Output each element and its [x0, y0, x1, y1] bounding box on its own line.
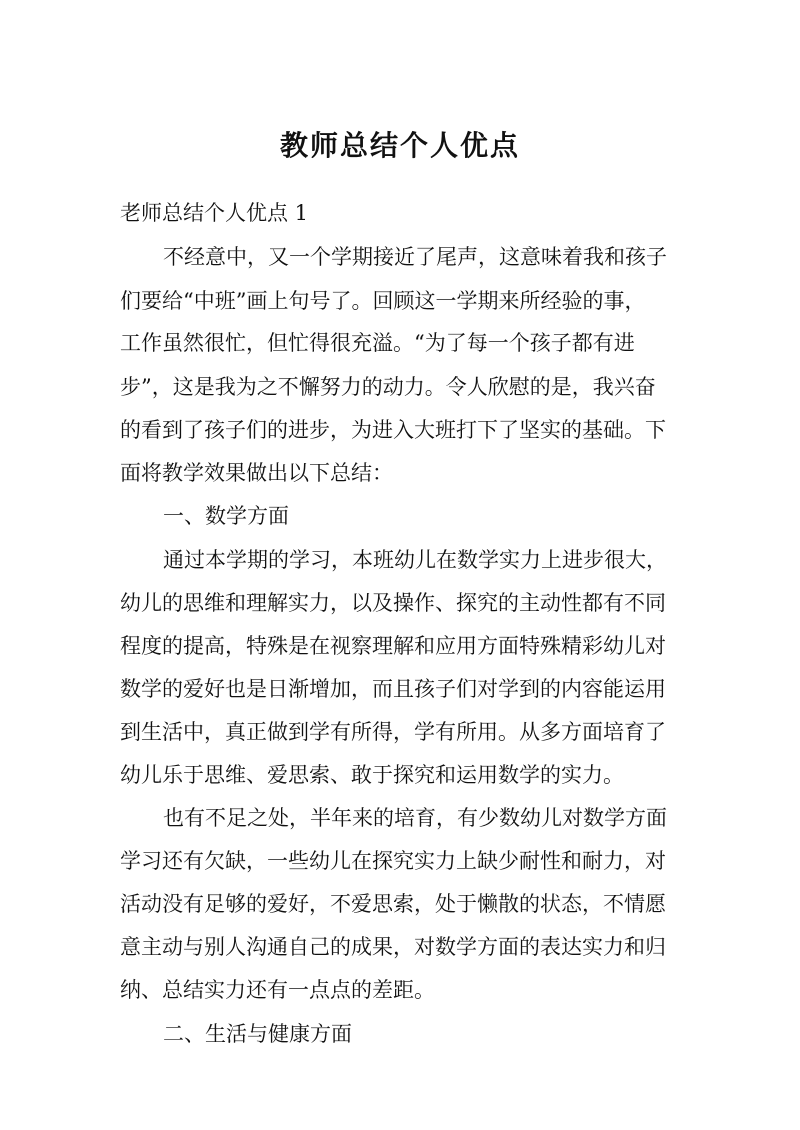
paragraph-line: 数学的爱好也是日渐增加，而且孩子们对学到的内容能运用 [120, 677, 666, 701]
paragraph-line: 的看到了孩子们的进步，为进入大班打下了坚实的基础。下 [120, 418, 666, 442]
section-heading: 一、数学方面 [163, 504, 289, 528]
paragraph-line: 工作虽然很忙，但忙得很充溢。“为了每一个孩子都有进 [120, 331, 635, 355]
document-title: 教师总结个人优点 [279, 129, 520, 162]
paragraph-line: 不经意中，又一个学期接近了尾声，这意味着我和孩子 [163, 245, 667, 269]
paragraph-line: 通过本学期的学习，本班幼儿在数学实力上进步很大， [163, 548, 667, 572]
paragraph-line: 步”，这是我为之不懈努力的动力。令人欣慰的是，我兴奋 [120, 375, 656, 399]
paragraph-line: 意主动与别人沟通自己的成果，对数学方面的表达实力和归 [120, 935, 666, 959]
paragraph-line: 们要给“中班”画上句号了。回顾这一学期来所经验的事， [120, 289, 646, 313]
paragraph-line: 幼儿的思维和理解实力，以及操作、探究的主动性都有不同 [120, 591, 666, 615]
paragraph-line: 也有不足之处，半年来的培育，有少数幼儿对数学方面 [163, 806, 667, 830]
paragraph-line: 到生活中，真正做到学有所得，学有所用。从多方面培育了 [120, 720, 666, 744]
paragraph-line: 纳、总结实力还有一点点的差距。 [120, 978, 435, 1002]
paragraph-line: 程度的提高，特殊是在视察理解和应用方面特殊精彩幼儿对 [120, 634, 666, 658]
paragraph-line: 活动没有足够的爱好，不爱思索，处于懒散的状态，不情愿 [120, 892, 666, 916]
paragraph-line: 学习还有欠缺，一些幼儿在探究实力上缺少耐性和耐力，对 [120, 849, 666, 873]
section-subtitle: 老师总结个人优点 1 [120, 201, 309, 225]
paragraph-line: 面将教学效果做出以下总结： [120, 461, 393, 485]
paragraph-line: 幼儿乐于思维、爱思索、敢于探究和运用数学的实力。 [120, 763, 624, 787]
section-heading: 二、生活与健康方面 [163, 1022, 352, 1046]
